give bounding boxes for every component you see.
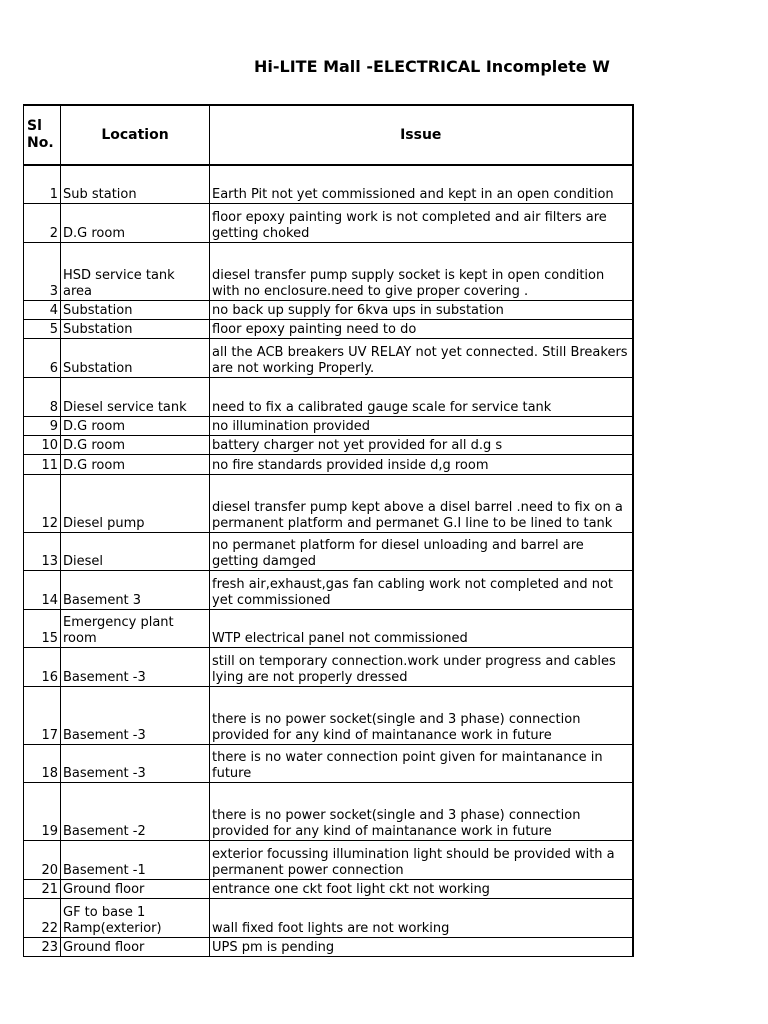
- table-row: [24, 300, 633, 319]
- row-issue: diesel transfer pump kept above a disel barrel .need to fix on a permanent platform and permanet G.I line to be lined to tank: [210, 474, 633, 532]
- table-row: [24, 879, 633, 898]
- table-row: [24, 416, 633, 435]
- row-issue: all the ACB breakers UV RELAY not yet connected. Still Breakers are not working Properly.: [210, 338, 633, 377]
- header-row: [24, 105, 633, 165]
- row-number: 14: [24, 570, 61, 609]
- row-location: D.G room: [61, 454, 210, 474]
- row-number: 3: [24, 242, 61, 300]
- table-row: [24, 532, 633, 570]
- table-row: [24, 686, 633, 744]
- row-issue: need to fix a calibrated gauge scale for service tank: [210, 377, 633, 416]
- table-row: [24, 937, 633, 956]
- table-row: [24, 435, 633, 454]
- row-number: 23: [24, 937, 61, 956]
- row-number: 13: [24, 532, 61, 570]
- row-number: 5: [24, 319, 61, 338]
- row-issue: floor epoxy painting need to do: [210, 319, 633, 338]
- row-number: 11: [24, 454, 61, 474]
- table-row: [24, 454, 633, 474]
- row-issue: there is no water connection point given for maintanance in future: [210, 744, 633, 782]
- row-number: 17: [24, 686, 61, 744]
- row-location: Ground floor: [61, 879, 210, 898]
- row-issue: entrance one ckt foot light ckt not working: [210, 879, 633, 898]
- row-location: HSD service tank area: [61, 242, 210, 300]
- row-issue: UPS pm is pending: [210, 937, 633, 956]
- row-location: Ground floor: [61, 937, 210, 956]
- row-issue: still on temporary connection.work under progress and cables lying are not properly dressed: [210, 647, 633, 686]
- row-number: 21: [24, 879, 61, 898]
- row-location: Substation: [61, 300, 210, 319]
- table-row: [24, 647, 633, 686]
- row-location: Diesel pump: [61, 474, 210, 532]
- row-issue: Earth Pit not yet commissioned and kept in an open condition: [210, 165, 633, 203]
- row-location: D.G room: [61, 435, 210, 454]
- row-number: 18: [24, 744, 61, 782]
- row-number: 15: [24, 609, 61, 647]
- row-issue: floor epoxy painting work is not completed and air filters are getting choked: [210, 203, 633, 242]
- issues-table: [23, 104, 634, 957]
- header-sl-no: [24, 105, 61, 165]
- sheet-title: Hi-LITE Mall -ELECTRICAL Incomplete W: [254, 57, 610, 76]
- row-location: Basement -3: [61, 686, 210, 744]
- row-location: GF to base 1 Ramp(exterior): [61, 898, 210, 937]
- table-row: [24, 319, 633, 338]
- row-location: Diesel: [61, 532, 210, 570]
- table-row: [24, 898, 633, 937]
- row-issue: exterior focussing illumination light should be provided with a permanent power connection: [210, 840, 633, 879]
- table-row: [24, 570, 633, 609]
- row-issue: no illumination provided: [210, 416, 633, 435]
- table-row: [24, 242, 633, 300]
- table-row: [24, 338, 633, 377]
- row-issue: there is no power socket(single and 3 phase) connection provided for any kind of maintanance work in future: [210, 686, 633, 744]
- row-number: 6: [24, 338, 61, 377]
- row-location: Substation: [61, 319, 210, 338]
- row-issue: WTP electrical panel not commissioned: [210, 609, 633, 647]
- row-location: Basement -2: [61, 782, 210, 840]
- table-row: [24, 377, 633, 416]
- row-number: 22: [24, 898, 61, 937]
- table-row: [24, 474, 633, 532]
- row-location: Emergency plant room: [61, 609, 210, 647]
- row-issue: no fire standards provided inside d,g room: [210, 454, 633, 474]
- row-number: 9: [24, 416, 61, 435]
- row-number: 2: [24, 203, 61, 242]
- row-location: Basement -3: [61, 647, 210, 686]
- row-issue: wall fixed foot lights are not working: [210, 898, 633, 937]
- table-row: [24, 840, 633, 879]
- row-issue: diesel transfer pump supply socket is kept in open condition with no enclosure.need to give proper covering .: [210, 242, 633, 300]
- row-location: Basement -1: [61, 840, 210, 879]
- table-row: [24, 203, 633, 242]
- table-row: [24, 744, 633, 782]
- row-number: 12: [24, 474, 61, 532]
- row-number: 16: [24, 647, 61, 686]
- row-issue: battery charger not yet provided for all d.g s: [210, 435, 633, 454]
- row-issue: fresh air,exhaust,gas fan cabling work not completed and not yet commissioned: [210, 570, 633, 609]
- table-row: [24, 609, 633, 647]
- header-sl-line2: No.: [27, 135, 54, 151]
- row-location: Substation: [61, 338, 210, 377]
- row-location: Basement 3: [61, 570, 210, 609]
- table-row: [24, 782, 633, 840]
- row-issue: no back up supply for 6kva ups in substation: [210, 300, 633, 319]
- row-issue: there is no power socket(single and 3 phase) connection provided for any kind of maintanance work in future: [210, 782, 633, 840]
- row-location: D.G room: [61, 203, 210, 242]
- sheet-title-area: [0, 56, 632, 80]
- row-number: 10: [24, 435, 61, 454]
- header-location: Location: [61, 105, 210, 165]
- header-sl-line1: Sl: [27, 118, 42, 134]
- row-number: 1: [24, 165, 61, 203]
- row-number: 19: [24, 782, 61, 840]
- row-location: D.G room: [61, 416, 210, 435]
- row-number: 8: [24, 377, 61, 416]
- table-row: [24, 165, 633, 203]
- row-location: Diesel service tank: [61, 377, 210, 416]
- row-issue: no permanet platform for diesel unloading and barrel are getting damged: [210, 532, 633, 570]
- row-number: 20: [24, 840, 61, 879]
- row-location: Basement -3: [61, 744, 210, 782]
- row-number: 4: [24, 300, 61, 319]
- row-location: Sub station: [61, 165, 210, 203]
- header-issue: Issue: [210, 105, 633, 165]
